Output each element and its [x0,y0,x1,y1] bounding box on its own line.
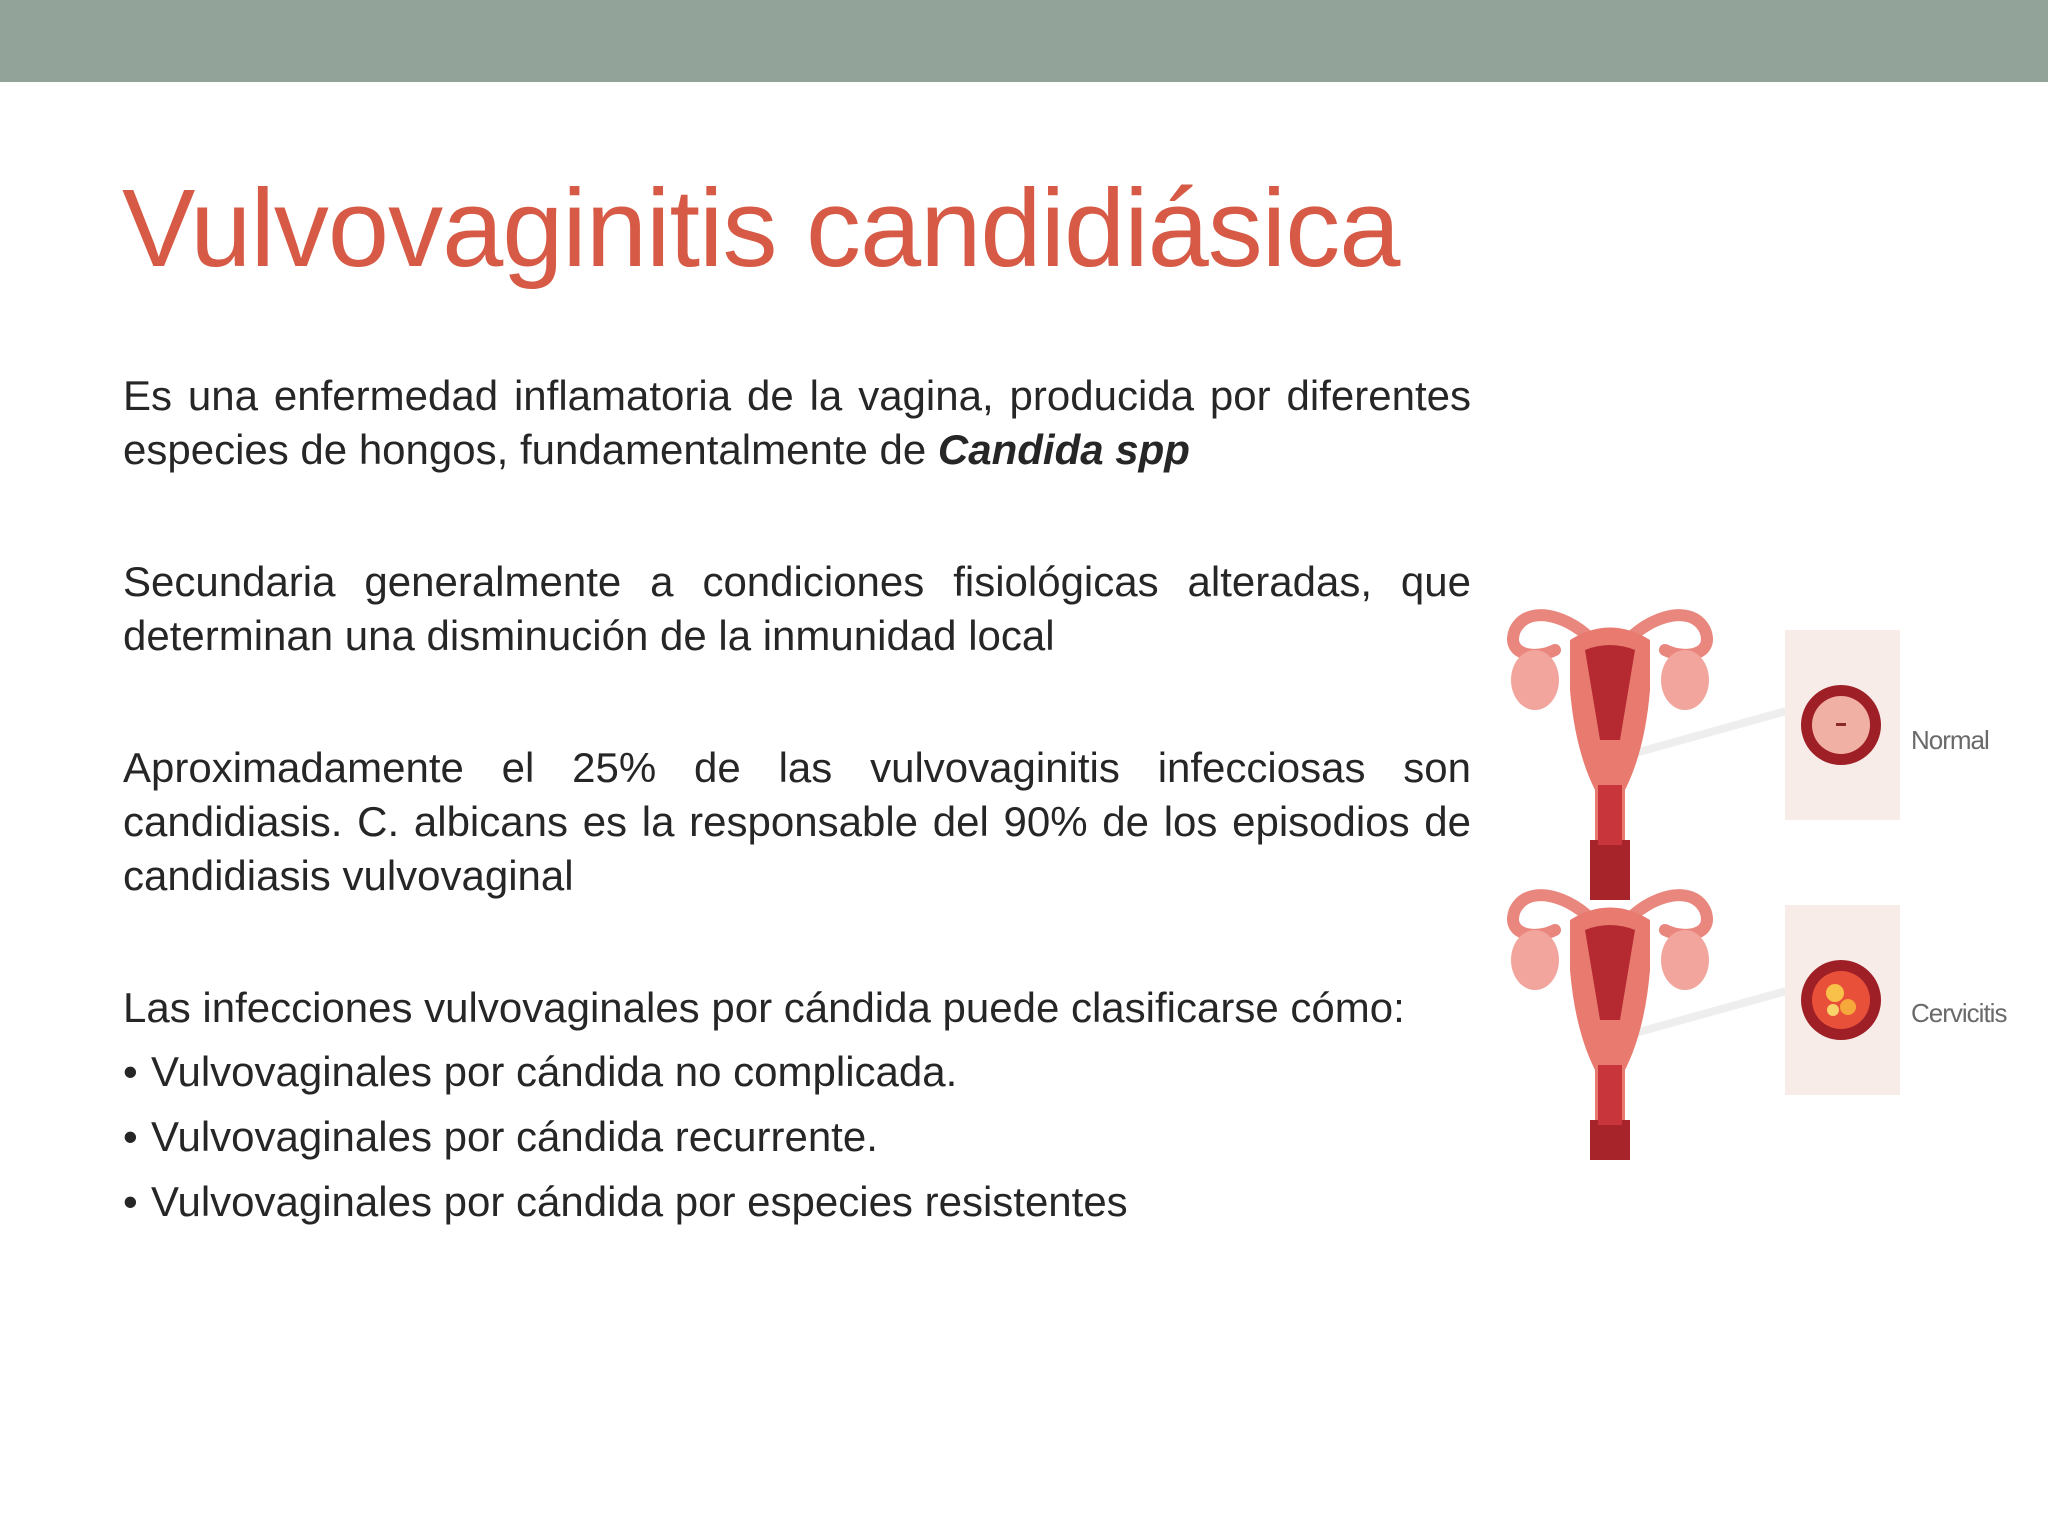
list-item [123,1110,1471,1164]
bullet-marker: • [123,1048,138,1095]
slide-body [123,369,1471,1240]
paragraph-classification: Las infecciones vulvovaginales por cándida puede clasificarse cómo: [123,984,1405,1031]
label-normal: Normal [1911,725,1989,755]
bullet-marker: • [123,1178,138,1225]
list-item [123,1045,1471,1099]
paragraph-prevalence: Aproximadamente el 25% de las vulvovaginitis infecciosas son candidiasis. C. albicans es la responsable del 90% de los episodios de candidiasis vulvovaginal [123,744,1471,899]
candida-emphasis: Candida spp [937,426,1190,473]
uterus-normal-image [1511,615,1900,900]
label-cervicitis: Cervicitis [1911,998,2007,1028]
slide-title: Vulvovaginitis candidiásica [122,167,1400,290]
uterus-illustration [1500,580,2020,1160]
paragraph-definition [123,369,1471,477]
paragraph-definition-text: Es una enfermedad inflamatoria de la vagina, producida por diferentes especies de hongos, fundamentalmente de [123,372,1471,473]
list-item-text: Vulvovaginales por cándida por especies resistentes [151,1178,1128,1225]
uterus-cervicitis-image [1511,895,1900,1160]
classification-list [123,1045,1471,1229]
list-item [123,1175,1471,1229]
top-accent-bar [0,0,2048,82]
uterus-illustration-graphic [1500,580,2020,1160]
list-item-text: Vulvovaginales por cándida no complicada. [151,1048,958,1095]
paragraph-cause: Secundaria generalmente a condiciones fisiológicas alteradas, que determinan una disminución de la inmunidad local [123,558,1471,659]
list-item-text: Vulvovaginales por cándida recurrente. [151,1113,878,1160]
bullet-marker: • [123,1113,138,1160]
